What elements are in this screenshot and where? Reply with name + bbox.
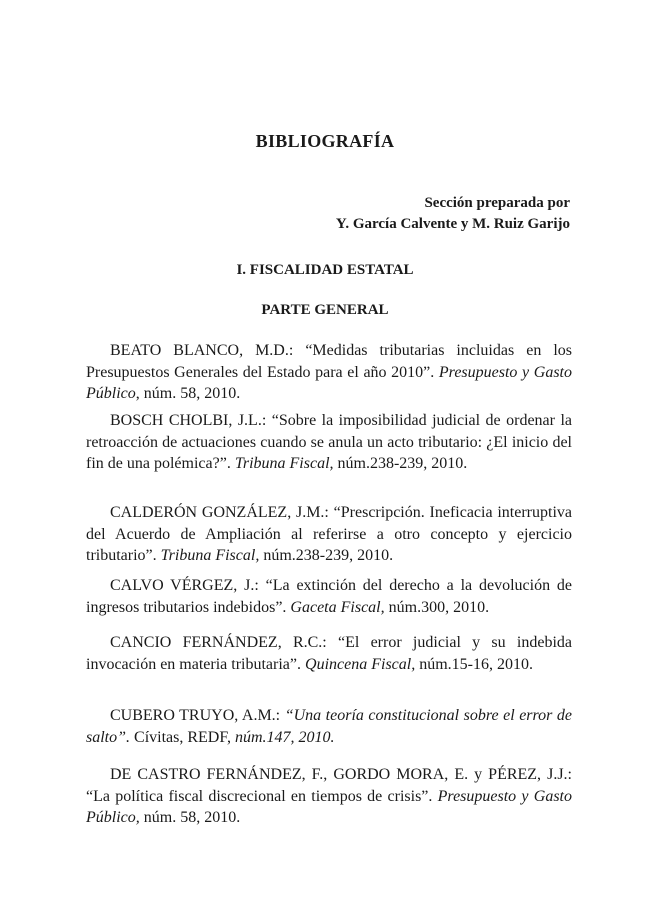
entry-details: núm. 58, 2010. xyxy=(139,809,241,826)
entry-author: BEATO BLANCO, M.D.: xyxy=(110,342,294,359)
entry-author: CUBERO TRUYO, A.M.: xyxy=(110,707,281,724)
entry-title: “Prescripción. Ineficacia interruptiva del Acuerdo de Ampliación al referirse a otro concepto y ejercicio tributario”. xyxy=(86,504,572,564)
entry-author: DE CASTRO FERNÁNDEZ, F., GORDO MORA, E. y PÉREZ, J.J.: xyxy=(110,766,572,783)
entry-title: “Sobre la imposibilidad judicial de ordenar la retroacción de actuaciones cuando se anula un acto tributario: ¿El inicio del fin de una polémica?”. xyxy=(86,412,572,472)
entry-author: BOSCH CHOLBI, J.L.: xyxy=(110,412,267,429)
bibliography-entry xyxy=(86,705,572,748)
credits-line-2: Y. García Calvente y M. Ruiz Garijo xyxy=(335,216,570,232)
entry-source: Presupuesto y Gasto Público, xyxy=(86,787,572,826)
entry-source: Tribuna Fiscal, xyxy=(160,547,260,564)
entry-details: núm.300, 2010. xyxy=(384,598,490,616)
bibliography-entry xyxy=(86,764,572,829)
entry-title: “La política fiscal discrecional en tiempos de crisis”. xyxy=(86,787,438,805)
bibliography-entry xyxy=(86,340,572,405)
entry-details: Cívitas, REDF, xyxy=(130,728,235,746)
section-credits xyxy=(336,193,570,235)
entry-issue: núm.147, 2010. xyxy=(234,728,335,746)
entry-source: Quincena Fiscal, xyxy=(305,655,416,673)
entry-author: CANCIO FERNÁNDEZ, R.C.: xyxy=(110,634,327,651)
entry-details: núm.238-239, 2010. xyxy=(333,455,468,472)
entry-title: “El error judicial y su indebida invocación en materia tributaria”. xyxy=(86,634,572,673)
bibliography-entry xyxy=(86,410,572,475)
entry-title: “La extinción del derecho a la devolución de ingresos tributarios indebidos”. xyxy=(86,577,572,616)
entry-details: núm.15-16, 2010. xyxy=(415,655,533,673)
subsection-heading: PARTE GENERAL xyxy=(261,302,389,318)
entry-source: Tribuna Fiscal, xyxy=(234,455,334,472)
entry-details: , núm. 58, 2010. xyxy=(135,385,241,402)
bibliography-entry xyxy=(86,575,572,618)
bibliography-entry xyxy=(86,632,572,675)
section-heading: I. FISCALIDAD ESTATAL xyxy=(236,262,414,278)
entry-source: “Una teoría constitucional sobre el error de salto”. xyxy=(86,707,573,746)
entry-details: núm.238-239, 2010. xyxy=(259,547,394,564)
entry-title: “Medidas tributarias incluidas en los Presupuestos Generales del Estado para el año 2010”. xyxy=(86,342,572,381)
entry-author: CALDERÓN GONZÁLEZ, J.M.: xyxy=(110,504,329,521)
entry-source: Presupuesto y Gasto Público xyxy=(86,363,572,402)
bibliography-entry xyxy=(86,502,572,567)
entry-source: Gaceta Fiscal, xyxy=(290,598,385,616)
credits-line-1: Sección preparada por xyxy=(424,195,570,211)
entry-author: CALVO VÉRGEZ, J.: xyxy=(110,577,259,594)
page-title: BIBLIOGRAFÍA xyxy=(255,131,395,151)
